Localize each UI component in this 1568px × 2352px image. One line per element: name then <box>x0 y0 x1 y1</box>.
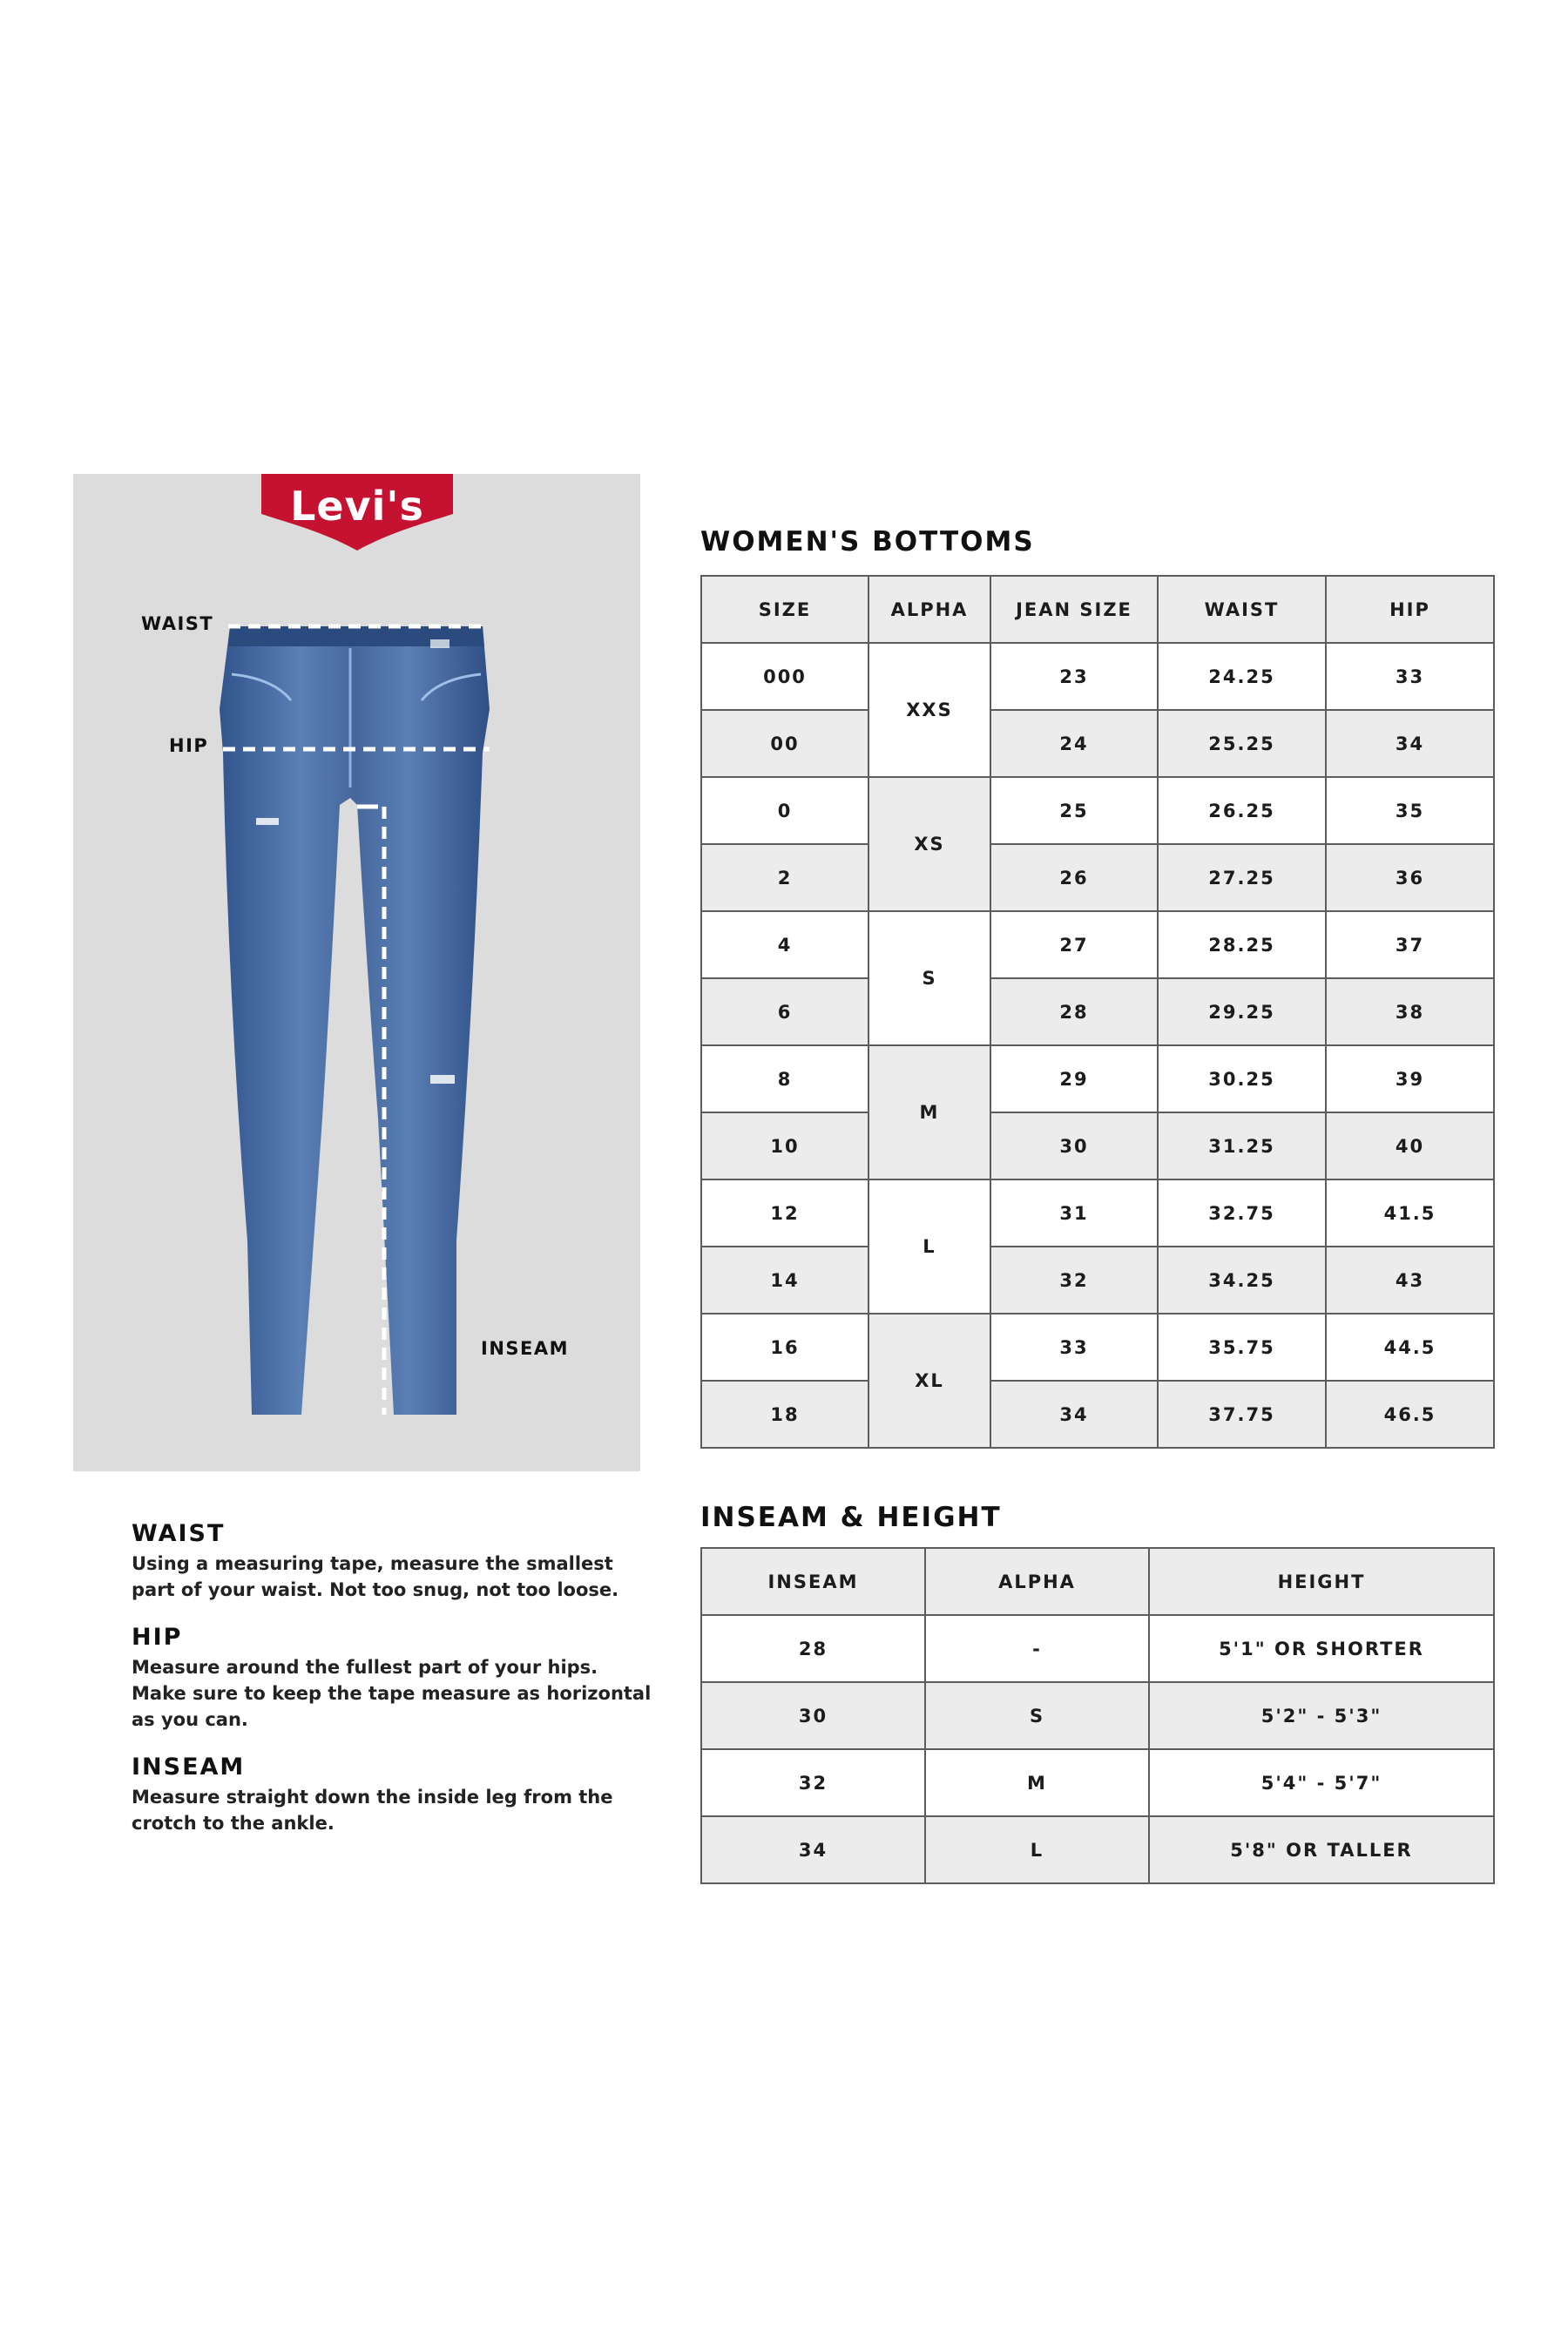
jean-size-cell: 31 <box>990 1179 1158 1247</box>
jean-size-cell: 34 <box>990 1381 1158 1448</box>
waist-cell: 35.75 <box>1158 1314 1326 1381</box>
hip-cell: 36 <box>1326 844 1494 911</box>
height-cell: 5'2" - 5'3" <box>1149 1682 1494 1749</box>
size-cell: 6 <box>701 978 868 1045</box>
hip-cell: 37 <box>1326 911 1494 978</box>
waist-cell: 24.25 <box>1158 643 1326 710</box>
header-hip: HIP <box>1326 576 1494 643</box>
guide-inseam <box>132 1754 654 1836</box>
size-cell: 16 <box>701 1314 868 1381</box>
table-row <box>701 1381 1494 1448</box>
hip-cell: 41.5 <box>1326 1179 1494 1247</box>
table-row <box>701 777 1494 844</box>
alpha-cell: XXS <box>868 643 990 777</box>
alpha-cell: - <box>925 1615 1149 1682</box>
guide-text: Using a measuring tape, measure the smallest part of your waist. Not too snug, not too loose. <box>132 1553 619 1600</box>
waist-cell: 28.25 <box>1158 911 1326 978</box>
alpha-cell: XL <box>868 1314 990 1448</box>
svg-text:R: R <box>427 482 437 496</box>
waist-cell: 32.75 <box>1158 1179 1326 1247</box>
jean-size-cell: 33 <box>990 1314 1158 1381</box>
header-jean-size: JEAN SIZE <box>990 576 1158 643</box>
alpha-cell: L <box>868 1179 990 1314</box>
table-row <box>701 1247 1494 1314</box>
inseam-cell: 32 <box>701 1749 925 1816</box>
table-header-row <box>701 576 1494 643</box>
hip-cell: 44.5 <box>1326 1314 1494 1381</box>
table-row <box>701 1816 1494 1883</box>
table-row <box>701 1045 1494 1112</box>
header-height: HEIGHT <box>1149 1548 1494 1615</box>
header-alpha: ALPHA <box>868 576 990 643</box>
size-cell: 10 <box>701 1112 868 1179</box>
hip-cell: 34 <box>1326 710 1494 777</box>
alpha-cell: XS <box>868 777 990 911</box>
header-size: SIZE <box>701 576 868 643</box>
jean-size-cell: 27 <box>990 911 1158 978</box>
waist-cell: 29.25 <box>1158 978 1326 1045</box>
size-cell: 00 <box>701 710 868 777</box>
inseam-title: INSEAM & HEIGHT <box>700 1502 1002 1533</box>
table-row <box>701 911 1494 978</box>
inseam-label: INSEAM <box>481 1338 570 1359</box>
inseam-height-table <box>700 1547 1495 1884</box>
jean-size-cell: 23 <box>990 643 1158 710</box>
table-row <box>701 1615 1494 1682</box>
hip-cell: 39 <box>1326 1045 1494 1112</box>
jean-size-cell: 29 <box>990 1045 1158 1112</box>
header-waist: WAIST <box>1158 576 1326 643</box>
table-row <box>701 844 1494 911</box>
bottoms-title: WOMEN'S BOTTOMS <box>700 526 1035 558</box>
size-cell: 000 <box>701 643 868 710</box>
size-cell: 4 <box>701 911 868 978</box>
jean-size-cell: 26 <box>990 844 1158 911</box>
height-cell: 5'1" OR SHORTER <box>1149 1615 1494 1682</box>
table-row <box>701 643 1494 710</box>
jean-size-cell: 30 <box>990 1112 1158 1179</box>
measuring-guide <box>132 1520 654 1857</box>
inseam-cell: 30 <box>701 1682 925 1749</box>
table-row <box>701 1179 1494 1247</box>
table-row <box>701 1314 1494 1381</box>
size-cell: 12 <box>701 1179 868 1247</box>
guide-text: Measure straight down the inside leg from the crotch to the ankle. <box>132 1787 613 1834</box>
waist-cell: 26.25 <box>1158 777 1326 844</box>
guide-title: INSEAM <box>132 1754 246 1781</box>
size-cell: 8 <box>701 1045 868 1112</box>
jean-size-cell: 28 <box>990 978 1158 1045</box>
logo-wordmark: Levi's <box>290 483 424 530</box>
alpha-cell: M <box>925 1749 1149 1816</box>
inseam-cell: 28 <box>701 1615 925 1682</box>
jean-size-cell: 32 <box>990 1247 1158 1314</box>
table-row <box>701 1112 1494 1179</box>
jeans-illustration-panel <box>73 474 640 1471</box>
hip-cell: 43 <box>1326 1247 1494 1314</box>
table-row <box>701 1682 1494 1749</box>
header-inseam: INSEAM <box>701 1548 925 1615</box>
alpha-cell: L <box>925 1816 1149 1883</box>
hip-cell: 33 <box>1326 643 1494 710</box>
size-cell: 18 <box>701 1381 868 1448</box>
hip-cell: 38 <box>1326 978 1494 1045</box>
hip-cell: 46.5 <box>1326 1381 1494 1448</box>
height-cell: 5'4" - 5'7" <box>1149 1749 1494 1816</box>
height-cell: 5'8" OR TALLER <box>1149 1816 1494 1883</box>
jean-size-cell: 25 <box>990 777 1158 844</box>
alpha-cell: M <box>868 1045 990 1179</box>
alpha-cell: S <box>868 911 990 1045</box>
waist-label: WAIST <box>141 613 214 634</box>
bottoms-size-table <box>700 575 1495 1449</box>
hip-cell: 40 <box>1326 1112 1494 1179</box>
alpha-cell: S <box>925 1682 1149 1749</box>
waist-cell: 37.75 <box>1158 1381 1326 1448</box>
size-cell: 0 <box>701 777 868 844</box>
jean-size-cell: 24 <box>990 710 1158 777</box>
waist-cell: 34.25 <box>1158 1247 1326 1314</box>
size-cell: 2 <box>701 844 868 911</box>
header-alpha: ALPHA <box>925 1548 1149 1615</box>
table-row <box>701 978 1494 1045</box>
hip-label: HIP <box>169 735 209 756</box>
waist-cell: 25.25 <box>1158 710 1326 777</box>
guide-hip <box>132 1624 654 1733</box>
table-row <box>701 710 1494 777</box>
inseam-cell: 34 <box>701 1816 925 1883</box>
table-header-row <box>701 1548 1494 1615</box>
guide-title: HIP <box>132 1624 183 1651</box>
guide-text: Measure around the fullest part of your hips. Make sure to keep the tape measure as horizontal as you can. <box>132 1657 652 1730</box>
table-row <box>701 1749 1494 1816</box>
guide-title: WAIST <box>132 1520 226 1547</box>
guide-waist <box>132 1520 654 1603</box>
waist-cell: 30.25 <box>1158 1045 1326 1112</box>
size-cell: 14 <box>701 1247 868 1314</box>
waist-cell: 27.25 <box>1158 844 1326 911</box>
waist-cell: 31.25 <box>1158 1112 1326 1179</box>
hip-cell: 35 <box>1326 777 1494 844</box>
